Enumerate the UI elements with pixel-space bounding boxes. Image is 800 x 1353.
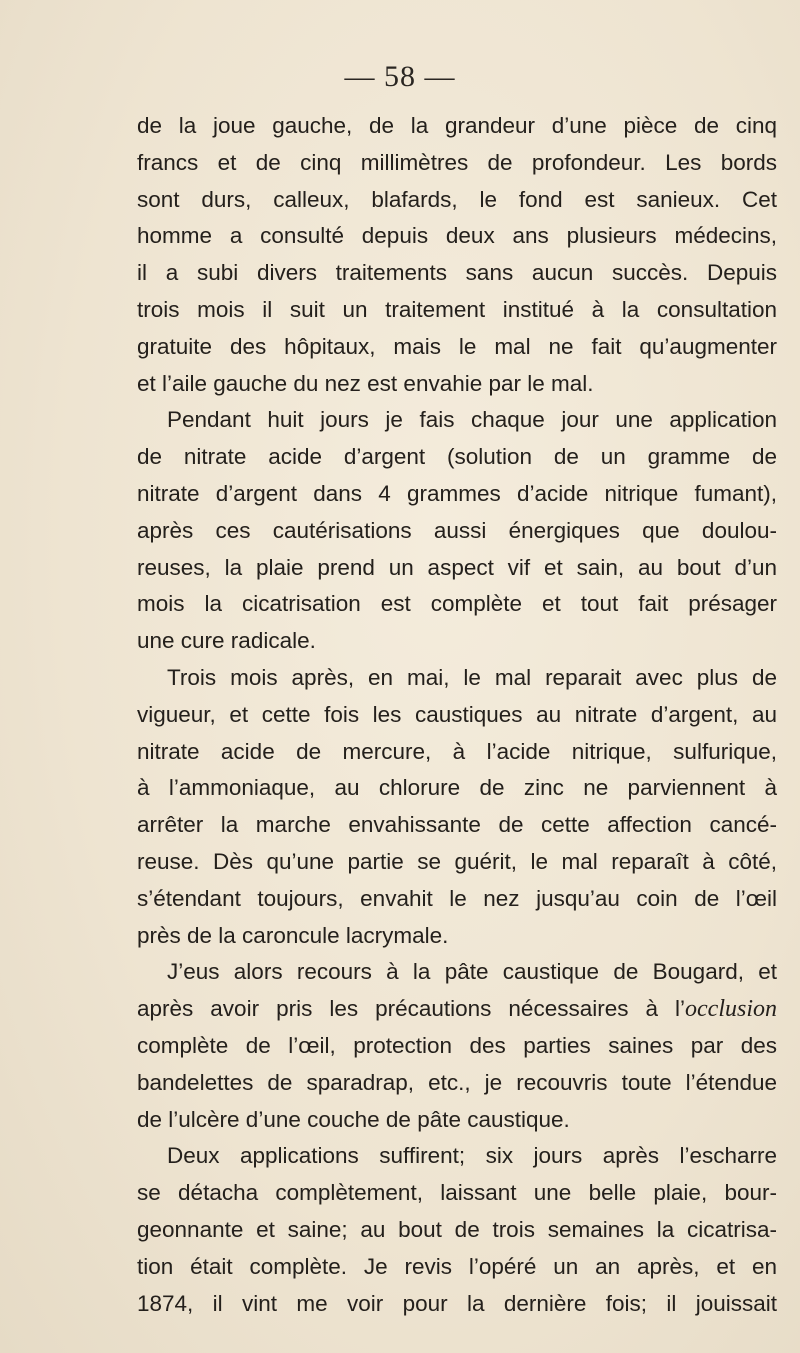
paragraph-start-line: Trois mois après, en mai, le mal reparait avec plus de [167, 664, 777, 690]
text-line: nitrate acide de mercure, à l’acide nitrique, sulfurique, [137, 738, 777, 764]
text-line: homme a consulté depuis deux ans plusieurs médecins, [137, 223, 777, 249]
text-line: à l’ammoniaque, au chlorure de zinc ne parviennent à [137, 775, 777, 801]
paragraph-end-line: une cure radicale. [137, 628, 316, 654]
text-line: vigueur, et cette fois les caustiques au nitrate d’argent, au [137, 701, 777, 727]
text-line: 1874, il vint me voir pour la dernière fois; il jouissait [137, 1290, 777, 1316]
text-line: tion était complète. Je revis l’opéré un an après, et en [137, 1253, 777, 1279]
paragraph-start-line: J’eus alors recours à la pâte caustique de Bougard, et [167, 959, 777, 985]
text-line: de nitrate acide d’argent (solution de un gramme de [137, 444, 777, 470]
text-line: complète de l’œil, protection des parties saines par des [137, 1032, 777, 1058]
text-line: francs et de cinq millimètres de profondeur. Les bords [137, 149, 777, 175]
paragraph-end-line: de l’ulcère d’une couche de pâte caustique. [137, 1106, 570, 1132]
text-line: de la joue gauche, de la grandeur d’une pièce de cinq [137, 113, 777, 138]
text-line: reuses, la plaie prend un aspect vif et sain, au bout d’un [137, 554, 777, 580]
text-line: se détacha complètement, laissant une belle plaie, bour- [137, 1180, 777, 1206]
text-line: sont durs, calleux, blafards, le fond est sanieux. Cet [137, 186, 777, 212]
text-line: bandelettes de sparadrap, etc., je recouvris toute l’étendue [137, 1069, 777, 1095]
paragraph-start-line: Pendant huit jours je fais chaque jour une application [167, 407, 777, 433]
text-line: trois mois il suit un traitement institué à la consultation [137, 296, 777, 322]
italic-term: occlusion [685, 996, 777, 1023]
text-line: reuse. Dès qu’une partie se guérit, le mal reparaît à côté, [137, 848, 777, 874]
text-line: il a subi divers traitements sans aucun succès. Depuis [137, 260, 777, 286]
text-line: arrêter la marche envahissante de cette affection cancé- [137, 812, 777, 838]
text-segment: après avoir pris les précautions nécessaires à l’ [137, 996, 686, 1022]
text-line: gratuite des hôpitaux, mais le mal ne fait qu’augmenter [137, 333, 777, 359]
text-line: mois la cicatrisation est complète et tout fait présager [137, 591, 777, 617]
paragraph-end-line: près de la caroncule lacrymale. [137, 922, 449, 948]
text-line-with-italic [137, 991, 777, 1028]
text-line: nitrate d’argent dans 4 grammes d’acide nitrique fumant), [137, 480, 777, 506]
body-text [137, 108, 777, 1322]
text-line: après ces cautérisations aussi énergiques que doulou- [137, 517, 777, 543]
text-line: s’étendant toujours, envahit le nez jusqu’au coin de l’œil [137, 885, 777, 911]
text-line: geonnante et saine; au bout de trois semaines la cicatrisa- [137, 1216, 777, 1242]
page-number: — 58 — [344, 60, 456, 93]
paragraph-end-line: et l’aile gauche du nez est envahie par le mal. [137, 370, 594, 396]
paragraph-start-line: Deux applications suffirent; six jours après l’escharre [167, 1143, 777, 1169]
